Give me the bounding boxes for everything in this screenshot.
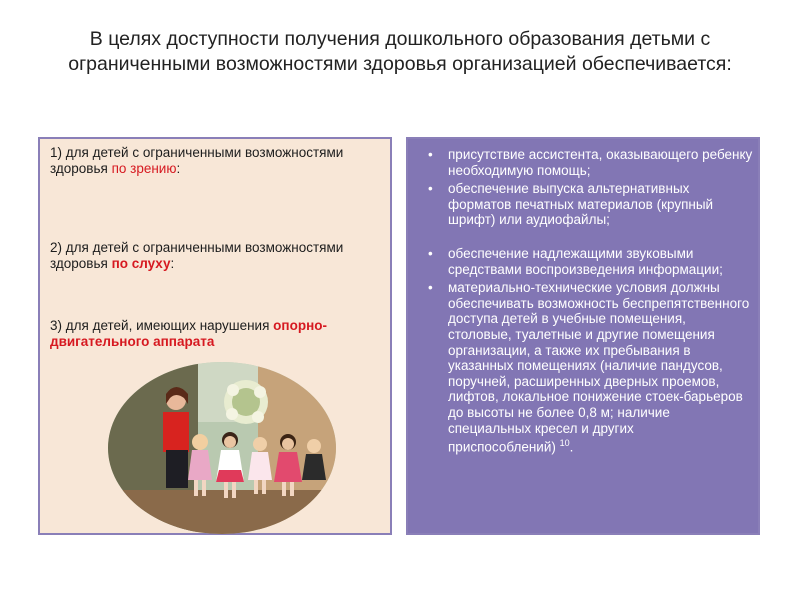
list-item-text: присутствие ассистента, оказывающего ребенку необходимую помощь; (448, 147, 753, 178)
list-item (428, 246, 753, 277)
left-item-hearing (50, 240, 380, 272)
list-item-text: обеспечение надлежащими звуковыми средствами воспроизведения информации; (448, 245, 723, 277)
list-item (428, 181, 753, 228)
left-item-text: 1) для детей с ограниченными возможностями здоровья (50, 145, 344, 176)
bullet-icon: • (428, 280, 433, 296)
bullet-icon: • (428, 245, 433, 261)
left-item-highlight: по зрению (111, 161, 177, 176)
right-panel (406, 137, 760, 535)
left-item-suffix: : (170, 256, 175, 271)
left-item-highlight: по слуху (111, 256, 171, 271)
footnote-marker: 10 (559, 438, 570, 449)
left-item-highlight: опорно-двигательного аппарата (50, 318, 327, 349)
list-item-text: обеспечение выпуска альтернативных форматов печатных материалов (крупный шрифт) или аудиофайлы; (448, 181, 714, 228)
children-photo (108, 362, 336, 534)
list-item-end: . (569, 439, 574, 455)
list-item (428, 280, 753, 455)
children-photo-illustration (108, 362, 336, 534)
slide-title: В целях доступности получения дошкольного образования детьми с ограниченными возможностями здоровья организацией обеспечивается: (68, 28, 732, 75)
left-panel (38, 137, 392, 535)
left-item-text: 2) для детей с ограниченными возможностями здоровья (50, 240, 344, 271)
list-item-text: материально-технические условия должны обеспечивать возможность беспрепятственного доступа детей в учебные помещения, столовые, туалетные и другие помещения организации, а также их пребывания в указанных помещениях (наличие пандусов, поручней, расширенных дверных проемов, лифтов, локальное понижение стоек-барьеров до высоты не более 0,8 м; наличие специальных кресел и других приспособлений) (448, 280, 750, 455)
left-item-vision (50, 145, 380, 177)
left-item-text: 3) для детей, имеющих нарушения (50, 318, 274, 333)
left-item-motor (50, 318, 380, 350)
left-item-suffix: : (176, 161, 181, 176)
list-item (428, 147, 753, 178)
bullet-icon: • (428, 181, 433, 197)
bullet-icon: • (428, 147, 433, 162)
requirements-list (428, 147, 753, 458)
